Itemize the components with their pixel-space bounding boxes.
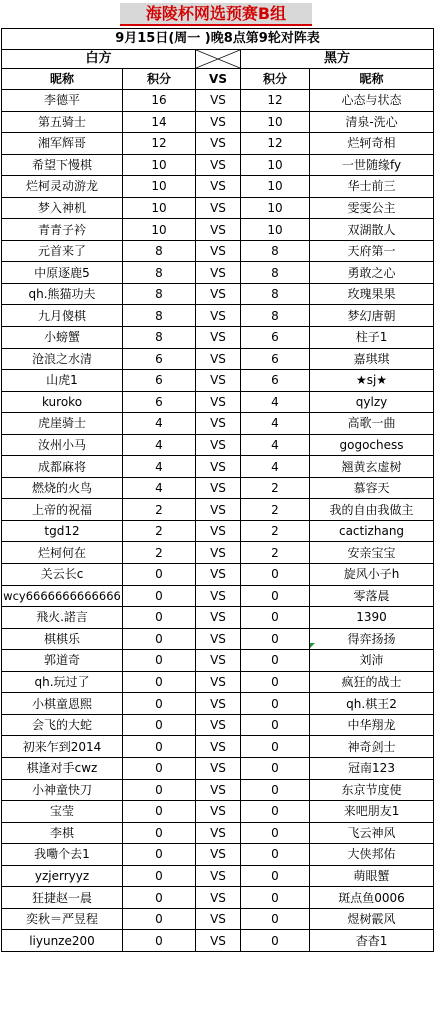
black-player-score: 10 — [241, 111, 310, 133]
white-player-score: 6 — [123, 348, 196, 370]
black-player-name: qh.棋王2 — [310, 693, 434, 715]
vs-label: VS — [196, 542, 241, 564]
vs-label: VS — [196, 305, 241, 327]
black-player-score: 6 — [241, 348, 310, 370]
black-player-name: 雯雯公主 — [310, 197, 434, 219]
white-player-name: 奕秋＝严昱程 — [2, 908, 123, 930]
vs-label: VS — [196, 564, 241, 586]
vs-label: VS — [196, 219, 241, 241]
pairings-body — [2, 29, 434, 952]
vs-label: VS — [196, 757, 241, 779]
vs-label: VS — [196, 520, 241, 542]
black-player-name: 杳杳1 — [310, 930, 434, 952]
white-player-score: 0 — [123, 607, 196, 629]
white-player-score: 14 — [123, 111, 196, 133]
black-side-label: 黑方 — [241, 50, 434, 69]
white-player-score: 0 — [123, 779, 196, 801]
pairing-row — [2, 585, 434, 607]
vs-label: VS — [196, 456, 241, 478]
white-player-score: 10 — [123, 176, 196, 198]
vs-label: VS — [196, 348, 241, 370]
pairing-row — [2, 607, 434, 629]
white-player-name: liyunze200 — [2, 930, 123, 952]
pairing-row — [2, 197, 434, 219]
vs-label: VS — [196, 693, 241, 715]
black-player-name: 天府第一 — [310, 240, 434, 262]
black-player-name: 斑点鱼0006 — [310, 887, 434, 909]
white-player-name: 沧浪之水清 — [2, 348, 123, 370]
vs-label: VS — [196, 801, 241, 823]
white-player-name: 湘军辉哥 — [2, 133, 123, 155]
black-player-name: 东京节度使 — [310, 779, 434, 801]
black-player-score: 4 — [241, 391, 310, 413]
black-player-name: 冠南123 — [310, 757, 434, 779]
black-player-score: 0 — [241, 564, 310, 586]
pairing-row — [2, 671, 434, 693]
black-player-score: 6 — [241, 370, 310, 392]
white-player-score: 0 — [123, 585, 196, 607]
vs-label: VS — [196, 283, 241, 305]
black-player-name: 高歌一曲 — [310, 413, 434, 435]
white-player-score: 0 — [123, 628, 196, 650]
white-player-name: wcy6666666666666 — [2, 585, 123, 607]
black-player-name: 安亲宝宝 — [310, 542, 434, 564]
pairing-row — [2, 283, 434, 305]
pairing-row — [2, 391, 434, 413]
white-player-score: 0 — [123, 908, 196, 930]
white-player-name: 小棋童恩熙 — [2, 693, 123, 715]
pairing-row — [2, 133, 434, 155]
black-player-name: 得弈扬扬 — [310, 628, 434, 650]
black-player-name: cactizhang — [310, 520, 434, 542]
vs-label: VS — [196, 844, 241, 866]
white-player-score: 0 — [123, 736, 196, 758]
black-player-name: 旋风小子h — [310, 564, 434, 586]
pairing-row — [2, 305, 434, 327]
black-player-name: qylzy — [310, 391, 434, 413]
vs-label: VS — [196, 585, 241, 607]
pairing-row — [2, 736, 434, 758]
page-title: 海陵杯网选预赛B组 — [120, 3, 312, 26]
black-player-name: 大侠邦佑 — [310, 844, 434, 866]
white-player-name: 希望下慢棋 — [2, 154, 123, 176]
black-player-score: 2 — [241, 499, 310, 521]
black-player-score: 0 — [241, 908, 310, 930]
black-name-header: 昵称 — [310, 69, 434, 90]
black-player-score: 0 — [241, 930, 310, 952]
pairing-row — [2, 370, 434, 392]
white-player-name: 棋逢对手cwz — [2, 757, 123, 779]
vs-label: VS — [196, 154, 241, 176]
black-player-name: 萌眼蟹 — [310, 865, 434, 887]
black-player-score: 0 — [241, 671, 310, 693]
white-player-score: 0 — [123, 693, 196, 715]
white-player-score: 0 — [123, 801, 196, 823]
black-player-score: 0 — [241, 585, 310, 607]
pairing-row — [2, 908, 434, 930]
white-player-score: 16 — [123, 90, 196, 112]
white-player-score: 0 — [123, 757, 196, 779]
white-player-score: 0 — [123, 650, 196, 672]
pairing-row — [2, 413, 434, 435]
pairing-row — [2, 154, 434, 176]
pairing-row — [2, 219, 434, 241]
pairing-row — [2, 822, 434, 844]
black-player-score: 4 — [241, 413, 310, 435]
white-player-name: 狂捷赵一晨 — [2, 887, 123, 909]
white-player-name: 中原逐鹿5 — [2, 262, 123, 284]
diagonal-cross-cell — [196, 50, 241, 69]
vs-label: VS — [196, 671, 241, 693]
white-player-name: 汝州小马 — [2, 434, 123, 456]
black-player-score: 0 — [241, 887, 310, 909]
black-player-score: 4 — [241, 434, 310, 456]
vs-label: VS — [196, 714, 241, 736]
pairing-row — [2, 499, 434, 521]
pairing-row — [2, 542, 434, 564]
black-player-score: 0 — [241, 779, 310, 801]
vs-label: VS — [196, 779, 241, 801]
black-player-name: 疯狂的战士 — [310, 671, 434, 693]
black-player-name: 梦幻唐朝 — [310, 305, 434, 327]
pairing-row — [2, 693, 434, 715]
vs-label: VS — [196, 607, 241, 629]
white-player-score: 0 — [123, 564, 196, 586]
white-player-name: 我嘞个去1 — [2, 844, 123, 866]
black-player-score: 2 — [241, 520, 310, 542]
vs-label: VS — [196, 111, 241, 133]
white-player-score: 0 — [123, 671, 196, 693]
white-player-name: 虎崖骑士 — [2, 413, 123, 435]
vs-label: VS — [196, 176, 241, 198]
white-player-name: 青青子衿 — [2, 219, 123, 241]
white-player-score: 8 — [123, 305, 196, 327]
pairing-row — [2, 111, 434, 133]
white-player-name: 初来乍到2014 — [2, 736, 123, 758]
pairing-row — [2, 564, 434, 586]
white-player-score: 8 — [123, 262, 196, 284]
black-player-name: 烂轲奇相 — [310, 133, 434, 155]
black-player-score: 10 — [241, 176, 310, 198]
pairing-row — [2, 887, 434, 909]
black-score-header: 积分 — [241, 69, 310, 90]
black-player-score: 10 — [241, 219, 310, 241]
vs-label: VS — [196, 822, 241, 844]
black-player-name: 华士前三 — [310, 176, 434, 198]
white-player-name: 李德平 — [2, 90, 123, 112]
pairing-row — [2, 757, 434, 779]
white-player-name: 宝莹 — [2, 801, 123, 823]
black-player-name: 心态与状态 — [310, 90, 434, 112]
black-player-name: 1390 — [310, 607, 434, 629]
white-name-header: 昵称 — [2, 69, 123, 90]
white-player-score: 6 — [123, 370, 196, 392]
vs-header: VS — [196, 69, 241, 90]
black-player-score: 0 — [241, 736, 310, 758]
black-player-score: 0 — [241, 801, 310, 823]
black-player-name: 柱子1 — [310, 327, 434, 349]
round-subtitle: 9月15日(周一 )晚8点第9轮对阵表 — [2, 29, 434, 50]
vs-label: VS — [196, 499, 241, 521]
pairing-row — [2, 90, 434, 112]
white-player-name: 成都麻将 — [2, 456, 123, 478]
vs-label: VS — [196, 327, 241, 349]
pairing-row — [2, 176, 434, 198]
black-player-score: 2 — [241, 542, 310, 564]
pairing-row — [2, 628, 434, 650]
white-player-name: yzjerryyz — [2, 865, 123, 887]
black-player-score: 10 — [241, 197, 310, 219]
black-player-name: 中华翔龙 — [310, 714, 434, 736]
black-player-name: 神奇剑士 — [310, 736, 434, 758]
white-player-score: 6 — [123, 391, 196, 413]
title-bar — [0, 0, 434, 28]
black-player-score: 8 — [241, 240, 310, 262]
black-player-score: 0 — [241, 628, 310, 650]
white-score-header: 积分 — [123, 69, 196, 90]
black-player-score: 8 — [241, 283, 310, 305]
black-player-score: 0 — [241, 822, 310, 844]
vs-label: VS — [196, 133, 241, 155]
white-player-score: 4 — [123, 456, 196, 478]
white-player-score: 0 — [123, 714, 196, 736]
black-player-name: 一世随缘fy — [310, 154, 434, 176]
black-player-score: 2 — [241, 477, 310, 499]
pairing-row — [2, 714, 434, 736]
black-player-name: 翘黄玄虚树 — [310, 456, 434, 478]
vs-label: VS — [196, 628, 241, 650]
white-player-score: 0 — [123, 865, 196, 887]
white-player-name: 会飞的大蛇 — [2, 714, 123, 736]
white-player-name: 第五骑士 — [2, 111, 123, 133]
black-player-score: 8 — [241, 305, 310, 327]
pairing-row — [2, 327, 434, 349]
white-player-name: qh.玩过了 — [2, 671, 123, 693]
white-player-score: 4 — [123, 434, 196, 456]
white-player-score: 10 — [123, 197, 196, 219]
pairing-row — [2, 456, 434, 478]
black-player-name: 清泉-洗心 — [310, 111, 434, 133]
pairing-row — [2, 520, 434, 542]
vs-label: VS — [196, 930, 241, 952]
white-player-score: 8 — [123, 240, 196, 262]
black-player-name: gogochess — [310, 434, 434, 456]
white-player-score: 8 — [123, 327, 196, 349]
black-player-score: 12 — [241, 133, 310, 155]
white-player-score: 2 — [123, 520, 196, 542]
white-player-name: 九月傻棋 — [2, 305, 123, 327]
black-player-name: 飞云神风 — [310, 822, 434, 844]
pairing-row — [2, 348, 434, 370]
pairing-row — [2, 477, 434, 499]
black-player-score: 6 — [241, 327, 310, 349]
black-player-name: 双湖散人 — [310, 219, 434, 241]
white-player-score: 2 — [123, 499, 196, 521]
header-row — [2, 69, 434, 90]
white-side-label: 白方 — [2, 50, 196, 69]
white-player-score: 0 — [123, 930, 196, 952]
white-player-name: 燃烧的火鸟 — [2, 477, 123, 499]
white-player-score: 0 — [123, 844, 196, 866]
black-player-name: 嘉琪琪 — [310, 348, 434, 370]
white-player-name: 梦入神机 — [2, 197, 123, 219]
white-player-name: 小神童快刀 — [2, 779, 123, 801]
white-player-name: 烂柯灵动游龙 — [2, 176, 123, 198]
white-player-score: 4 — [123, 413, 196, 435]
white-player-score: 4 — [123, 477, 196, 499]
vs-label: VS — [196, 370, 241, 392]
vs-label: VS — [196, 650, 241, 672]
vs-label: VS — [196, 90, 241, 112]
black-player-score: 12 — [241, 90, 310, 112]
white-player-name: 郭道奇 — [2, 650, 123, 672]
vs-label: VS — [196, 865, 241, 887]
subtitle-row — [2, 29, 434, 50]
black-player-score: 8 — [241, 262, 310, 284]
white-player-name: 山虎1 — [2, 370, 123, 392]
pairing-row — [2, 844, 434, 866]
black-player-score: 4 — [241, 456, 310, 478]
vs-label: VS — [196, 197, 241, 219]
white-player-score: 8 — [123, 283, 196, 305]
pairing-row — [2, 262, 434, 284]
white-player-score: 10 — [123, 219, 196, 241]
vs-label: VS — [196, 908, 241, 930]
black-player-score: 0 — [241, 607, 310, 629]
black-player-name: 勇敢之心 — [310, 262, 434, 284]
black-player-name: 我的自由我做主 — [310, 499, 434, 521]
black-player-score: 0 — [241, 865, 310, 887]
black-player-name: 刘沛 — [310, 650, 434, 672]
white-player-name: 飛火.諾言 — [2, 607, 123, 629]
black-player-score: 0 — [241, 844, 310, 866]
white-player-score: 0 — [123, 887, 196, 909]
white-player-name: 上帝的祝福 — [2, 499, 123, 521]
vs-label: VS — [196, 391, 241, 413]
white-player-name: 小螃蟹 — [2, 327, 123, 349]
white-player-score: 12 — [123, 133, 196, 155]
pairing-row — [2, 865, 434, 887]
sides-row — [2, 50, 434, 69]
black-player-name: ★sj★ — [310, 370, 434, 392]
white-player-name: 关云长c — [2, 564, 123, 586]
black-player-score: 0 — [241, 693, 310, 715]
white-player-name: 李棋 — [2, 822, 123, 844]
pairing-row — [2, 240, 434, 262]
pairing-row — [2, 434, 434, 456]
black-player-score: 0 — [241, 714, 310, 736]
white-player-score: 2 — [123, 542, 196, 564]
black-player-name: 煜树霰风 — [310, 908, 434, 930]
black-player-name: 零落晨 — [310, 585, 434, 607]
pairing-row — [2, 779, 434, 801]
black-player-name: 玫瑰果果 — [310, 283, 434, 305]
pairing-row — [2, 801, 434, 823]
black-player-score: 0 — [241, 757, 310, 779]
cell-comment-marker — [310, 643, 315, 648]
vs-label: VS — [196, 240, 241, 262]
white-player-score: 10 — [123, 154, 196, 176]
white-player-name: 元首来了 — [2, 240, 123, 262]
vs-label: VS — [196, 736, 241, 758]
black-player-score: 0 — [241, 650, 310, 672]
white-player-score: 0 — [123, 822, 196, 844]
white-player-name: kuroko — [2, 391, 123, 413]
vs-label: VS — [196, 434, 241, 456]
vs-label: VS — [196, 477, 241, 499]
black-player-name: 来吧朋友1 — [310, 801, 434, 823]
white-player-name: tgd12 — [2, 520, 123, 542]
vs-label: VS — [196, 413, 241, 435]
black-player-name: 慕容天 — [310, 477, 434, 499]
diagonal-cross-icon — [196, 50, 240, 68]
black-player-score: 10 — [241, 154, 310, 176]
pairings-table — [1, 28, 434, 952]
vs-label: VS — [196, 887, 241, 909]
white-player-name: 烂柯何在 — [2, 542, 123, 564]
white-player-name: 棋棋乐 — [2, 628, 123, 650]
pairing-row — [2, 930, 434, 952]
white-player-name: qh.熊猫功夫 — [2, 283, 123, 305]
vs-label: VS — [196, 262, 241, 284]
pairing-row — [2, 650, 434, 672]
